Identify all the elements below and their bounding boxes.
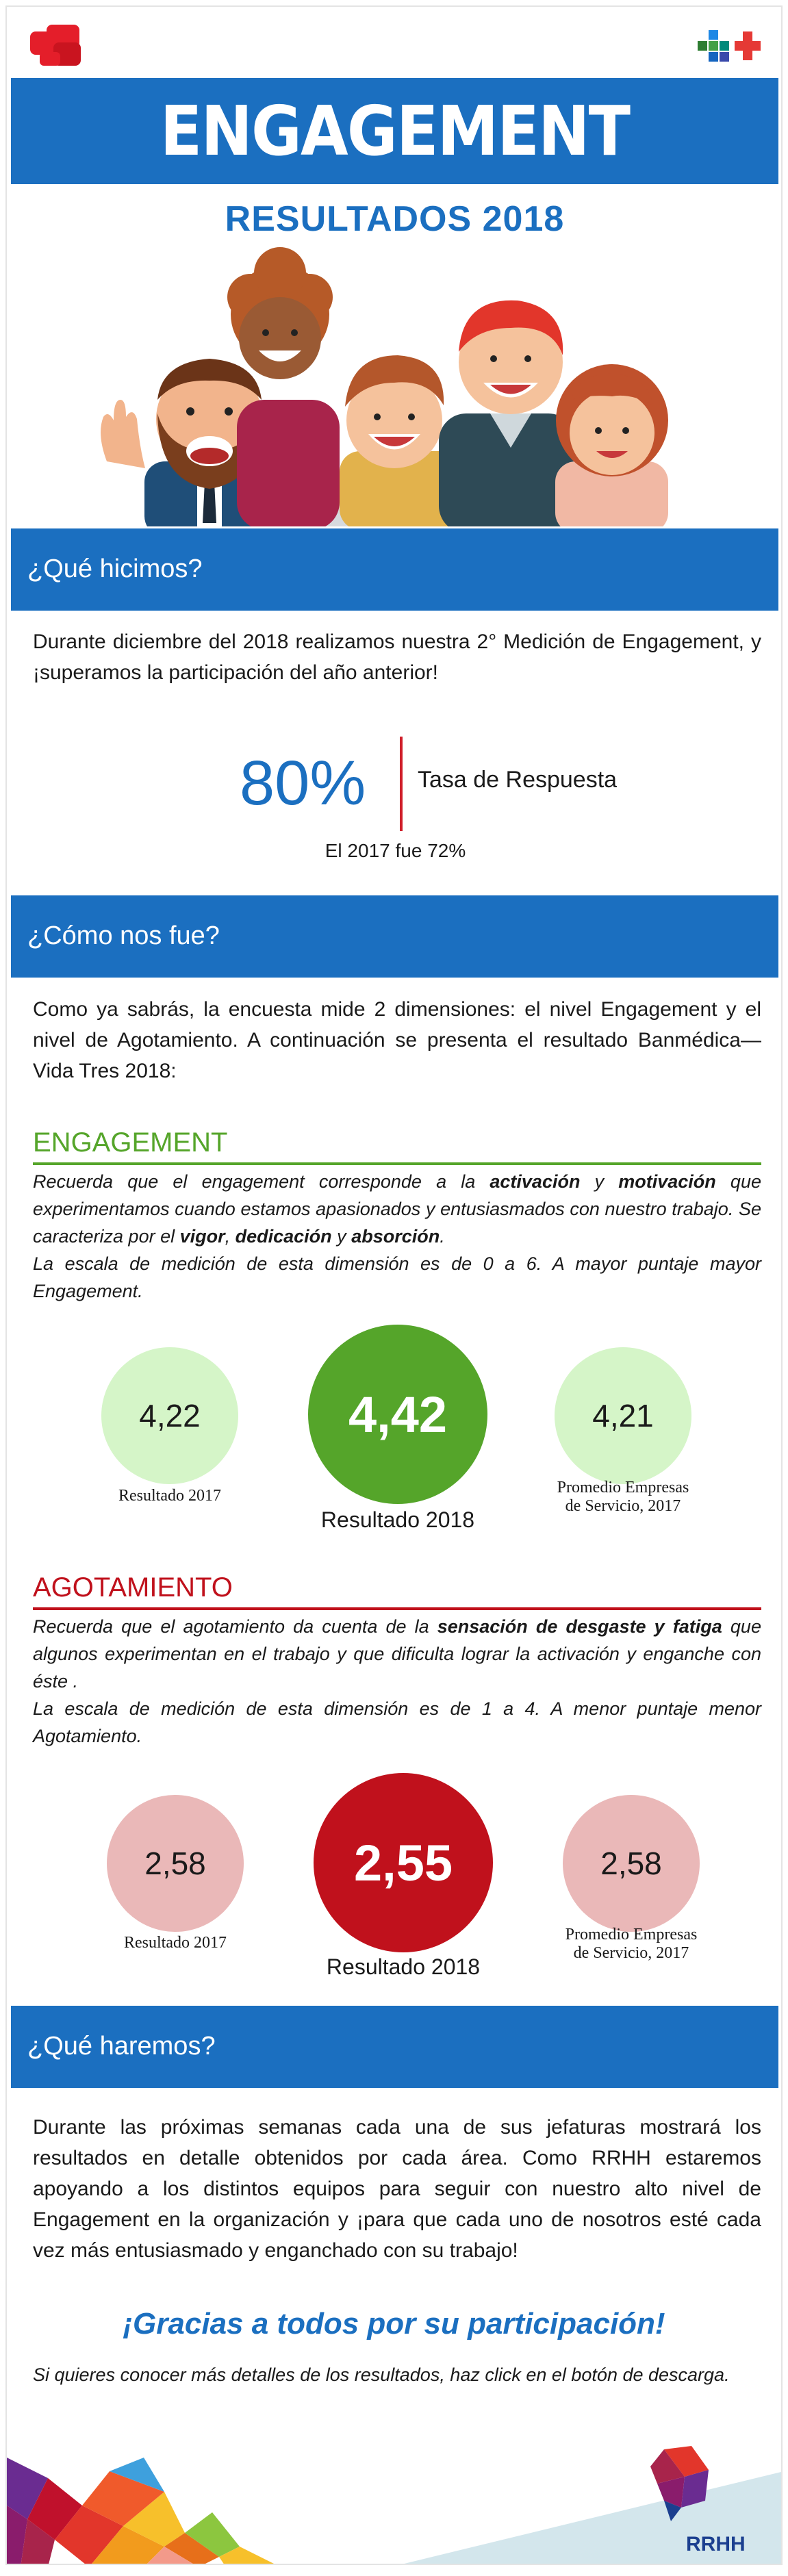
engagement-2018-circle bbox=[308, 1325, 487, 1504]
engagement-avg-label bbox=[527, 1479, 719, 1516]
newsletter-page bbox=[5, 5, 783, 2565]
engagement-2017-value: 4,22 bbox=[139, 1398, 201, 1433]
section-heading: ¿Qué haremos? bbox=[27, 2032, 216, 2061]
agotamiento-2017-label: Resultado 2017 bbox=[124, 1934, 227, 1952]
desc-text: Recuerda que el agotamiento da cuenta de la bbox=[33, 1616, 437, 1637]
section-body-text: Durante las próximas semanas cada una de sus jefaturas mostrará los resultados en detalle obtenidos por cada área. Como RRHH estaremos apoyando a los distintos equipos para seguir con nuestro alto nivel de Engagement en la organización y ¡para que cada uno de nosotros esté cada vez más entusiasmado y enganchado con su trabajo! bbox=[33, 2116, 761, 2262]
vida-tres-logo-icon bbox=[696, 27, 762, 66]
desc-bold: activación bbox=[490, 1171, 581, 1192]
engagement-avg-value: 4,21 bbox=[592, 1398, 654, 1433]
engagement-description bbox=[33, 1168, 761, 1305]
previous-rate-note: El 2017 fue 72% bbox=[325, 840, 466, 861]
team-illustration bbox=[11, 78, 778, 526]
desc-text: y bbox=[331, 1226, 352, 1247]
section-body-text: Durante diciembre del 2018 realizamos nuestra 2° Medición de Engagement, y ¡superamos la participación del año anterior! bbox=[33, 630, 761, 684]
avg-label-line: Promedio Empresas bbox=[565, 1926, 698, 1943]
desc-text: que experimentamos cuando estamos apasionados y entusiasmados con nuestro trabajo. Se caracteriza por el bbox=[33, 1171, 761, 1247]
agotamiento-avg-label bbox=[535, 1926, 727, 1963]
engagement-2017-label: Resultado 2017 bbox=[118, 1487, 221, 1505]
response-rate-label: Tasa de Respuesta bbox=[418, 767, 618, 793]
person-right-woman bbox=[555, 364, 668, 526]
response-rate-value: 80% bbox=[240, 748, 366, 818]
response-rate bbox=[7, 734, 781, 837]
section-heading: ¿Qué hicimos? bbox=[27, 554, 203, 583]
hero-title: ENGAGEMENT bbox=[160, 91, 630, 171]
agotamiento-2017-value: 2,58 bbox=[144, 1846, 206, 1881]
agotamiento-title: AGOTAMIENTO bbox=[33, 1572, 233, 1603]
agotamiento-description bbox=[33, 1613, 761, 1750]
download-footnote: Si quieres conocer más detalles de los resultados, haz click en el botón de descarga. bbox=[33, 2364, 730, 2385]
section-band-como-nos-fue bbox=[11, 895, 778, 978]
rate-divider bbox=[400, 737, 403, 831]
agotamiento-avg-value: 2,58 bbox=[600, 1846, 662, 1881]
engagement-title: ENGAGEMENT bbox=[33, 1127, 228, 1158]
desc-text: , bbox=[225, 1226, 236, 1247]
thanks-message: ¡Gracias a todos por su participación! bbox=[123, 2307, 665, 2341]
engagement-2018-value: 4,42 bbox=[348, 1386, 448, 1443]
engagement-2018-label: Resultado 2018 bbox=[320, 1507, 475, 1532]
engagement-avg-circle bbox=[555, 1347, 691, 1484]
agotamiento-2017-circle bbox=[107, 1795, 244, 1932]
desc-bold: vigor bbox=[179, 1226, 225, 1247]
agotamiento-avg-circle bbox=[563, 1795, 700, 1932]
agotamiento-scale: La escala de medición de esta dimensión es de 1 a 4. A menor puntaje menor Agotamiento. bbox=[33, 1698, 761, 1746]
section-body-text: Como ya sabrás, la encuesta mide 2 dimensiones: el nivel Engagement y el nivel de Agotamiento. A continuación se presenta el resultado Banmédica—Vida Tres 2018: bbox=[33, 998, 761, 1082]
section-heading: ¿Cómo nos fue? bbox=[27, 921, 220, 950]
desc-bold: sensación de desgaste y fatiga bbox=[437, 1616, 722, 1637]
avg-label-line: de Servicio, 2017 bbox=[565, 1497, 681, 1515]
agotamiento-2018-label: Resultado 2018 bbox=[326, 1954, 481, 1979]
hero-banner bbox=[11, 78, 778, 526]
banmedica-logo-icon bbox=[26, 22, 88, 70]
avg-label-line: de Servicio, 2017 bbox=[573, 1944, 689, 1962]
desc-text: Recuerda que el engagement corresponde a la bbox=[33, 1171, 490, 1192]
engagement-2017-circle bbox=[101, 1347, 238, 1484]
desc-text: . bbox=[440, 1226, 445, 1247]
top-logo-bar bbox=[7, 7, 781, 79]
desc-text: y bbox=[580, 1171, 619, 1192]
rrhh-logo-icon bbox=[644, 2443, 726, 2525]
avg-label-line: Promedio Empresas bbox=[557, 1479, 689, 1496]
hero-subtitle: RESULTADOS 2018 bbox=[225, 199, 565, 239]
rrhh-logo-text: RRHH bbox=[686, 2533, 746, 2555]
desc-bold: motivación bbox=[618, 1171, 716, 1192]
agotamiento-2018-value: 2,55 bbox=[353, 1834, 453, 1891]
desc-bold: dedicación bbox=[235, 1226, 332, 1247]
engagement-scale: La escala de medición de esta dimensión es de 0 a 6. A mayor puntaje mayor Engagement. bbox=[33, 1253, 761, 1301]
desc-text: que algunos experimentan en el trabajo y que dificulta lograr la activación y enganche con éste . bbox=[33, 1616, 761, 1692]
section-band-que-hicimos bbox=[11, 528, 778, 611]
section-band-que-haremos bbox=[11, 2006, 778, 2088]
agotamiento-2018-circle bbox=[314, 1773, 493, 1952]
engagement-rule bbox=[33, 1162, 761, 1165]
desc-bold: absorción bbox=[351, 1226, 440, 1247]
agotamiento-rule bbox=[33, 1607, 761, 1610]
